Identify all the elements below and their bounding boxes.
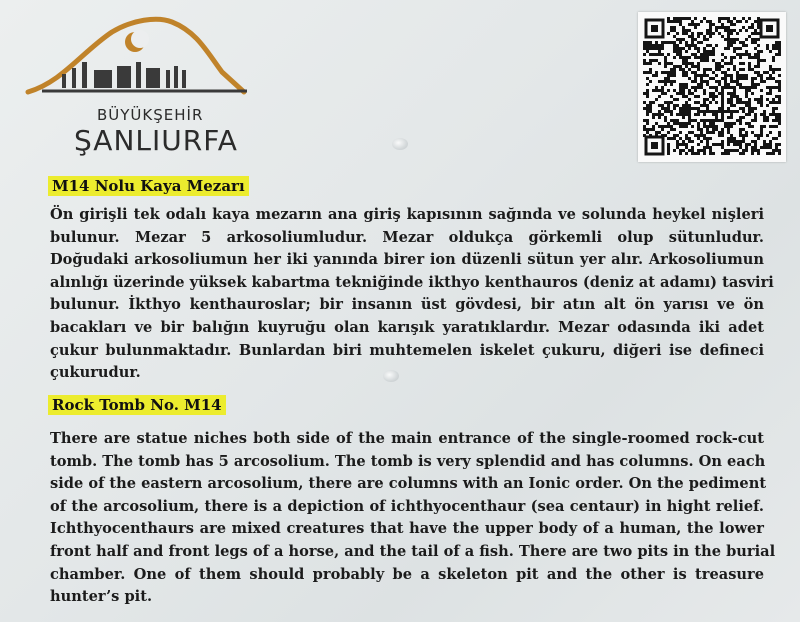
text-line: çukur bulunmaktadır. Bunlardan biri muhtemelen iskelet çukuru, diğeri ise defineci [50, 341, 764, 359]
municipality-logo [22, 12, 252, 157]
text-line: Doğudaki arkosoliumun her iki yanında birer ion düzenli sütun yer alır. Arkosoliumun [50, 251, 764, 269]
turkish-heading: M14 Nolu Kaya Mezarı [48, 176, 249, 196]
text-line: chamber. One of them should probably be a skeleton pit and the other is treasure [50, 565, 764, 583]
turkish-paragraph [50, 204, 774, 385]
text-line: front half and front legs of a horse, and the tail of a fish. There are two pits in the burial [50, 542, 776, 560]
qr-code-icon [643, 17, 781, 157]
text-line: çukurudur. [50, 364, 141, 382]
logo-text-buyuksehir: BÜYÜKŞEHİR [97, 106, 204, 124]
text-line: Ön girişli tek odalı kaya mezarın ana giriş kapısının sağında ve solunda heykel nişleri [50, 206, 764, 223]
text-line: side of the eastern arcosolium, there are columns with an Ionic order. On the pediment [50, 475, 767, 493]
text-line: tomb. The tomb has 5 arcosolium. The tomb is very splendid and has columns. On each [50, 452, 766, 470]
text-line: bulunur. İkthyo kenthauroslar; bir insanın üst gövdesi, bir atın alt ön yarısı ve ön [50, 296, 764, 314]
text-line: bulunur. Mezar 5 arkosoliumludur. Mezar oldukça görkemli olup sütunludur. [50, 228, 764, 246]
text-line: of the arcosolium, there is a depiction of ichthyocenthaur (sea centaur) in hight relief. [50, 497, 764, 515]
text-line: hunter’s pit. [50, 588, 153, 606]
logo-text-sanliurfa: ŞANLIURFA [74, 124, 238, 157]
text-line: alınlığı üzerinde yüksek kabartma tekniğinde ikthyo kenthauros (deniz at adamı) tasviri [50, 273, 774, 291]
text-line: Ichthyocenthaurs are mixed creatures that have the upper body of a human, the lower [50, 520, 764, 538]
english-paragraph [50, 428, 776, 609]
plaque-rivet [383, 370, 399, 382]
qr-code [638, 12, 786, 162]
skyline-logo-icon [22, 12, 252, 107]
text-line: There are statue niches both side of the main entrance of the single-roomed rock-cut [50, 430, 764, 447]
text-line: bacakları ve bir balığın kuyruğu olan karışık yaratıklardır. Mezar odasında iki adet [50, 318, 764, 336]
plaque-rivet [392, 138, 408, 150]
english-heading: Rock Tomb No. M14 [48, 395, 226, 415]
